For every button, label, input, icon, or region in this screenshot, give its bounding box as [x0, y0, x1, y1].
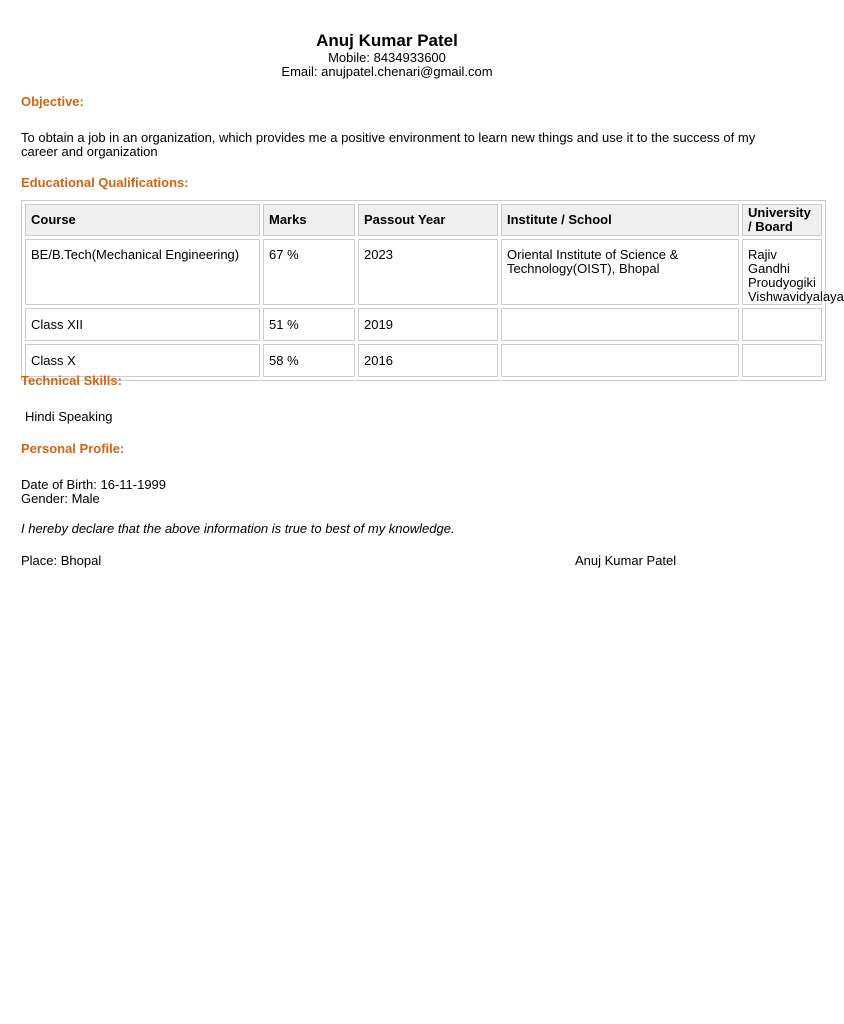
cell-institute: [501, 308, 739, 341]
cell-university: [742, 344, 822, 377]
col-institute-header: Institute / School: [501, 204, 739, 236]
cell-institute: Oriental Institute of Science & Technology(OIST), Bhopal: [501, 239, 739, 305]
cell-marks: 67 %: [263, 239, 355, 305]
education-table-viewport: [21, 200, 844, 400]
skill-item: Hindi Speaking: [25, 409, 113, 424]
objective-text: To obtain a job in an organization, which provides me a positive environment to learn new things and use it to the success of my career and organization: [21, 130, 756, 159]
cell-marks: 58 %: [263, 344, 355, 377]
col-course-header: Course: [25, 204, 260, 236]
date-of-birth: Date of Birth: 16-11-1999: [21, 477, 167, 492]
skills-title: Technical Skills:: [21, 373, 122, 388]
cell-year: 2019: [358, 308, 498, 341]
table-row: [25, 239, 822, 305]
cell-university: Rajiv Gandhi Proudyogiki Vishwavidyalaya: [742, 239, 822, 305]
education-table: [21, 200, 844, 381]
table-header-row: [25, 204, 822, 236]
cell-year: 2016: [358, 344, 498, 377]
education-title: Educational Qualifications:: [21, 175, 189, 190]
email-address: Email: anujpatel.chenari@gmail.com: [281, 64, 493, 79]
cell-institute: [501, 344, 739, 377]
cell-university: [742, 308, 822, 341]
col-university-header: University / Board: [742, 204, 822, 236]
signature-name: Anuj Kumar Patel: [575, 553, 677, 568]
profile-title: Personal Profile:: [21, 441, 125, 456]
cell-course: Class X: [25, 344, 260, 377]
col-marks-header: Marks: [263, 204, 355, 236]
mobile-number: Mobile: 8434933600: [328, 50, 446, 65]
candidate-name: Anuj Kumar Patel: [316, 31, 458, 50]
place: Place: Bhopal: [21, 553, 102, 568]
col-year-header: Passout Year: [358, 204, 498, 236]
objective-title: Objective:: [21, 94, 84, 109]
declaration-text: I hereby declare that the above information is true to best of my knowledge.: [21, 521, 455, 536]
cell-course: Class XII: [25, 308, 260, 341]
cell-course: BE/B.Tech(Mechanical Engineering): [25, 239, 260, 305]
table-row: [25, 308, 822, 341]
cell-year: 2023: [358, 239, 498, 305]
gender: Gender: Male: [21, 491, 100, 506]
cell-marks: 51 %: [263, 308, 355, 341]
resume-header: [0, 31, 774, 79]
table-row: [25, 344, 822, 377]
